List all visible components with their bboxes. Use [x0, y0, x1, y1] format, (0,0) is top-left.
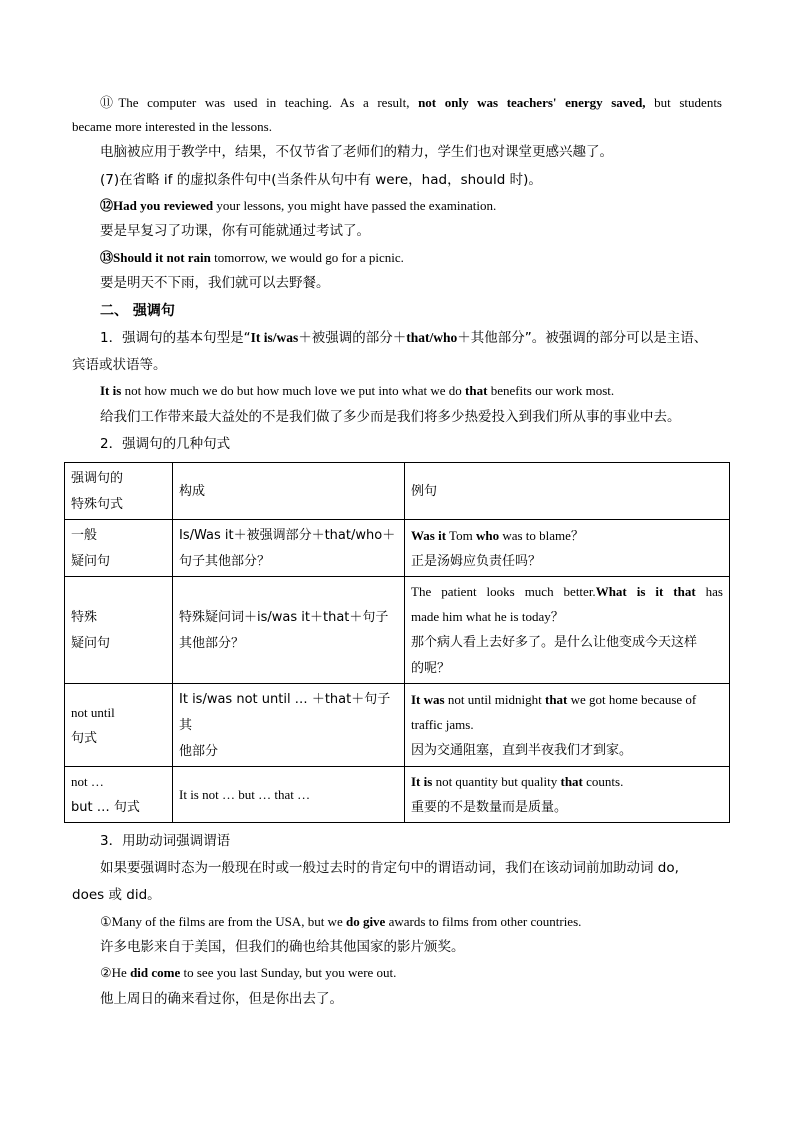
- header-example: 例句: [405, 463, 730, 520]
- header-pattern: 强调句的 特殊句式: [65, 463, 173, 520]
- row-not-until-example: It was not until midnight that we got home because of traffic jams. 因为交通阻塞，直到半夜我们才到家。: [405, 684, 730, 767]
- table-row: [65, 684, 730, 767]
- section-2-heading: 二、 强调句: [100, 303, 175, 319]
- row-special-question-type: 特殊 疑问句: [65, 577, 173, 684]
- example-13: ⑬Should it not rain tomorrow, we would go for a picnic.: [100, 250, 404, 265]
- example-11-line1: ⑪The computer was used in teaching. As a result, not only was teachers' energy saved, but students: [100, 95, 722, 110]
- row-not-but-example: It is not quantity but quality that counts. 重要的不是数量而是质量。: [405, 767, 730, 823]
- section-3-example-2: ②He did come to see you last Sunday, but you were out.: [100, 965, 397, 980]
- row-not-but-structure: It is not … but … that …: [173, 767, 405, 823]
- row-special-question-example: The patient looks much better.What is it that has made him what he is today？ 那个病人看上去好多了。是什么让他变成今天这样 的呢？: [405, 577, 730, 684]
- header-structure: 构成: [173, 463, 405, 520]
- row-not-until-structure: It is/was not until … ＋that＋句子其 他部分: [173, 684, 405, 767]
- table-header-row: [65, 463, 730, 520]
- section-3-heading: 3．用助动词强调谓语: [100, 833, 231, 849]
- table-row: [65, 577, 730, 684]
- section-2-subheading: 2．强调句的几种句式: [100, 436, 231, 452]
- emphasis-patterns-table: [64, 462, 730, 823]
- row-general-question-example: Was it Tom who was to blame？ 正是汤姆应负责任吗？: [405, 520, 730, 577]
- section-2-example: It is not how much we do but how much love we put into what we do that benefits our work most.: [100, 383, 615, 398]
- section-3-example-2-translation: 他上周日的确来看过你，但是你出去了。: [100, 991, 343, 1007]
- row-not-until-type: not until 句式: [65, 684, 173, 767]
- section-3-example-1: ①Many of the films are from the USA, but we do give awards to films from other countries.: [100, 914, 582, 929]
- example-13-translation: 要是明天不下雨，我们就可以去野餐。: [100, 275, 330, 291]
- table-row: [65, 767, 730, 823]
- example-11-translation: 电脑被应用于教学中，结果，不仅节省了老师们的精力，学生们也对课堂更感兴趣了。: [100, 144, 613, 160]
- example-11-line2: became more interested in the lessons.: [72, 119, 272, 134]
- row-special-question-structure: 特殊疑问词＋is/was it＋that＋句子 其他部分？: [173, 577, 405, 684]
- example-12: ⑫Had you reviewed your lessons, you might have passed the examination.: [100, 198, 497, 213]
- example-12-translation: 要是早复习了功课，你有可能就通过考试了。: [100, 223, 370, 239]
- table-row: [65, 520, 730, 577]
- row-general-question-structure: Is/Was it＋被强调部分＋that/who＋ 句子其他部分？: [173, 520, 405, 577]
- rule-7: (7)在省略 if 的虚拟条件句中(当条件从句中有 were，had，should 时)。: [100, 172, 542, 188]
- section-2-example-translation: 给我们工作带来最大益处的不是我们做了多少而是我们将多少热爱投入到我们所从事的事业中去。: [100, 409, 681, 425]
- section-3-paragraph-line2: does 或 did。: [72, 887, 161, 903]
- section-3-paragraph-line1: 如果要强调时态为一般现在时或一般过去时的肯定句中的谓语动词，我们在该动词前加助动词 do,: [100, 860, 679, 876]
- row-not-but-type: not … but … 句式: [65, 767, 173, 823]
- row-general-question-type: 一般 疑问句: [65, 520, 173, 577]
- section-2-paragraph-line1: 1．强调句的基本句型是“It is/was＋被强调的部分＋that/who＋其他部分”。被强调的部分可以是主语、: [100, 330, 708, 346]
- section-2-paragraph-line2: 宾语或状语等。: [72, 357, 167, 373]
- section-3-example-1-translation: 许多电影来自于美国，但我们的确也给其他国家的影片颁奖。: [100, 939, 465, 955]
